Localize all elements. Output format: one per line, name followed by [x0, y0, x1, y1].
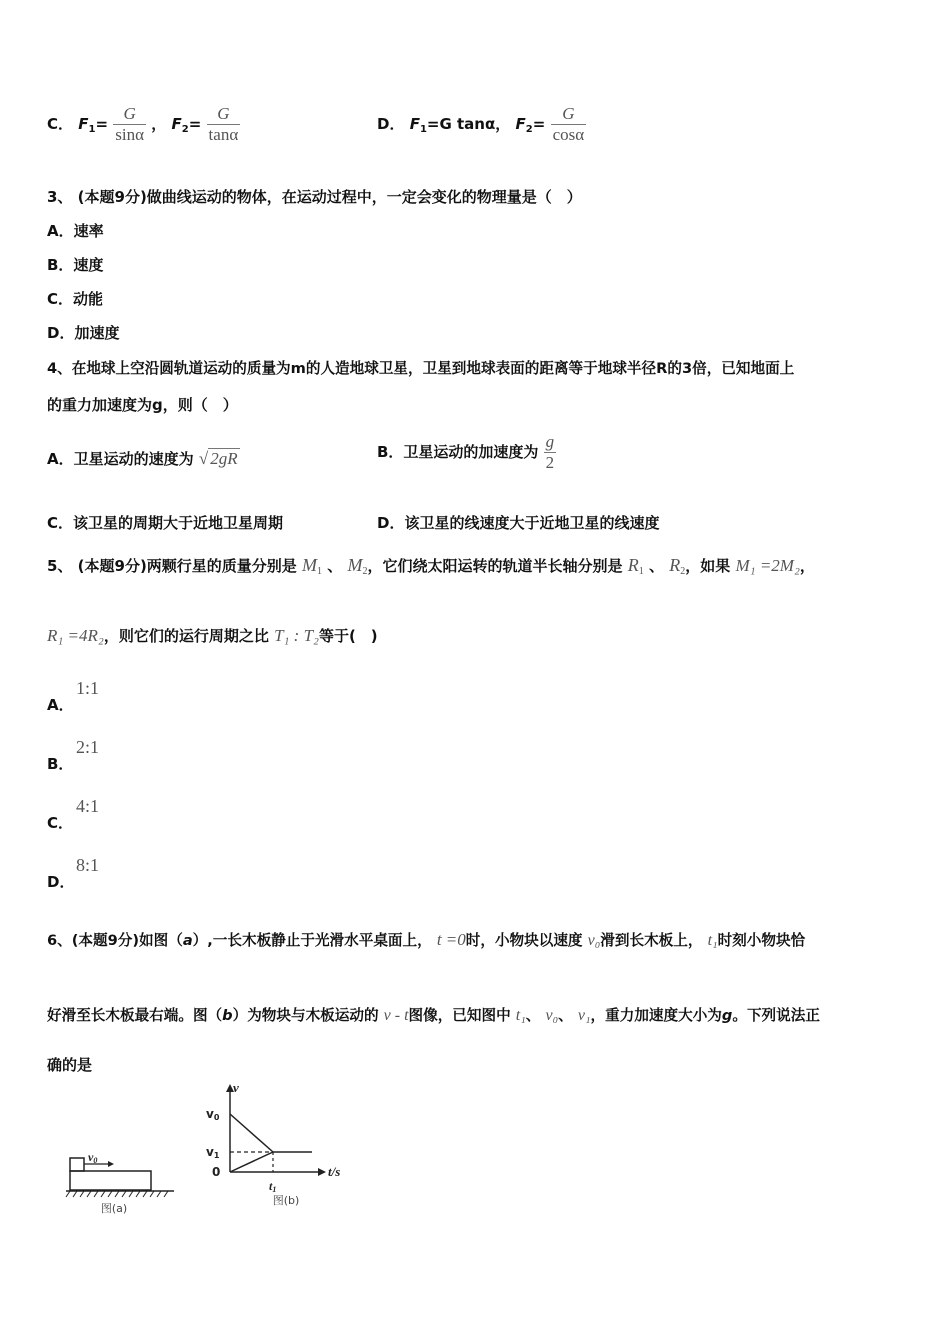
q5-option-b-label: B．	[47, 755, 74, 773]
q4-option-c: C．该卫星的周期大于近地卫星周期	[47, 514, 284, 532]
figure-b-vt-graph	[200, 1080, 360, 1215]
board-velocity-line	[230, 1152, 273, 1172]
figure-a-board-diagram	[64, 1148, 184, 1218]
svg-text:v0: v0	[206, 1107, 220, 1122]
q5-option-b-value: 2:1	[76, 737, 100, 757]
q2-c-f1-fraction: $\frac{G}{\sin\alpha}$	[115, 104, 145, 144]
long-board	[70, 1171, 151, 1190]
arrow-head-icon	[108, 1161, 114, 1167]
q5-option-d-value: 8:1	[76, 855, 100, 875]
svg-text:图(a): 图(a)	[100, 1202, 128, 1215]
svg-text:图(b): 图(b)	[272, 1194, 300, 1207]
svg-text:v0: v0	[88, 1150, 98, 1165]
q4-b-fraction: $\frac{g}{2}$	[545, 432, 555, 472]
q2-option-c: C． $F_1=$ $\frac{G}{\sin\alpha}$ ， $F_2=$ $\frac{G}{\tan\alpha}$	[47, 104, 239, 144]
ground-hatching	[66, 1191, 168, 1197]
svg-text:t/s: t/s	[328, 1164, 341, 1179]
sqrt-expression: √ 2gR	[198, 449, 238, 468]
small-block	[70, 1158, 84, 1171]
svg-text:0: 0	[212, 1165, 221, 1179]
q6-stem-line1: 6、(本题9分)如图（a）,一长木板静止于光滑水平桌面上， t =0时，小物块以速度 v₀滑到长木板上， t₁时刻小物块恰	[47, 930, 806, 949]
q4-option-b: B．卫星运动的加速度为 $\frac{g}{2}$	[377, 432, 555, 472]
q5-stem-line1: 5、 (本题9分)两颗行星的质量分别是 $M_1$ 、 $M_2$，它们绕太阳运转的轨道半长轴分别是 $R_1$ 、 $R_2$，如果 M₁ =2M₂，	[47, 555, 815, 577]
q5-option-a-value: 1:1	[76, 678, 100, 698]
q6-stem-line2: 好滑至长木板最右端。图（b）为物块与木板运动的 v - t图像，已知图中 t₁、 v₀、 v₁，重力加速度大小为g。下列说法正	[47, 1007, 820, 1024]
q4-stem-line1: 4、在地球上空沿圆轨道运动的质量为m的人造地球卫星，卫星到地球表面的距离等于地球半径R的3倍，已知地面上	[47, 360, 795, 377]
q3-option-c: C．动能	[47, 290, 104, 308]
q5-option-d-label: D．	[47, 873, 75, 891]
q5-stem-line2: R₁ =4R₂，则它们的运行周期之比 T₁ : T₂等于( )	[47, 626, 378, 645]
q4-stem-line2: 的重力加速度为g，则（ ）	[47, 396, 238, 414]
q5-option-a-label: A．	[47, 696, 74, 714]
q2-d-f2-fraction: $\frac{G}{\cos\alpha}$	[552, 104, 585, 144]
q4-option-a: A．卫星运动的速度为 √ 2gR	[47, 449, 238, 468]
q3-option-b: B．速度	[47, 256, 104, 274]
svg-text:v1: v1	[206, 1145, 220, 1160]
q6-stem-line3: 确的是	[47, 1056, 93, 1074]
block-velocity-line	[230, 1114, 273, 1152]
x-axis-arrow-icon	[318, 1168, 326, 1176]
q5-option-c-value: 4:1	[76, 796, 100, 816]
q3-stem: 3、 (本题9分)做曲线运动的物体，在运动过程中，一定会变化的物理量是（ ）	[47, 188, 582, 206]
q2-option-d: D． $F_1=G$ tanα， $F_2=$ $\frac{G}{\cos\alpha}$	[377, 104, 585, 144]
q2-c-f2-fraction: $\frac{G}{\tan\alpha}$	[208, 104, 239, 144]
q4-option-d: D．该卫星的线速度大于近地卫星的线速度	[377, 514, 660, 532]
q3-option-d: D．加速度	[47, 324, 120, 342]
q3-option-a: A．速率	[47, 222, 104, 240]
q5-option-c-label: C．	[47, 814, 74, 832]
svg-text:v: v	[233, 1080, 239, 1095]
svg-text:t1: t1	[269, 1179, 277, 1194]
